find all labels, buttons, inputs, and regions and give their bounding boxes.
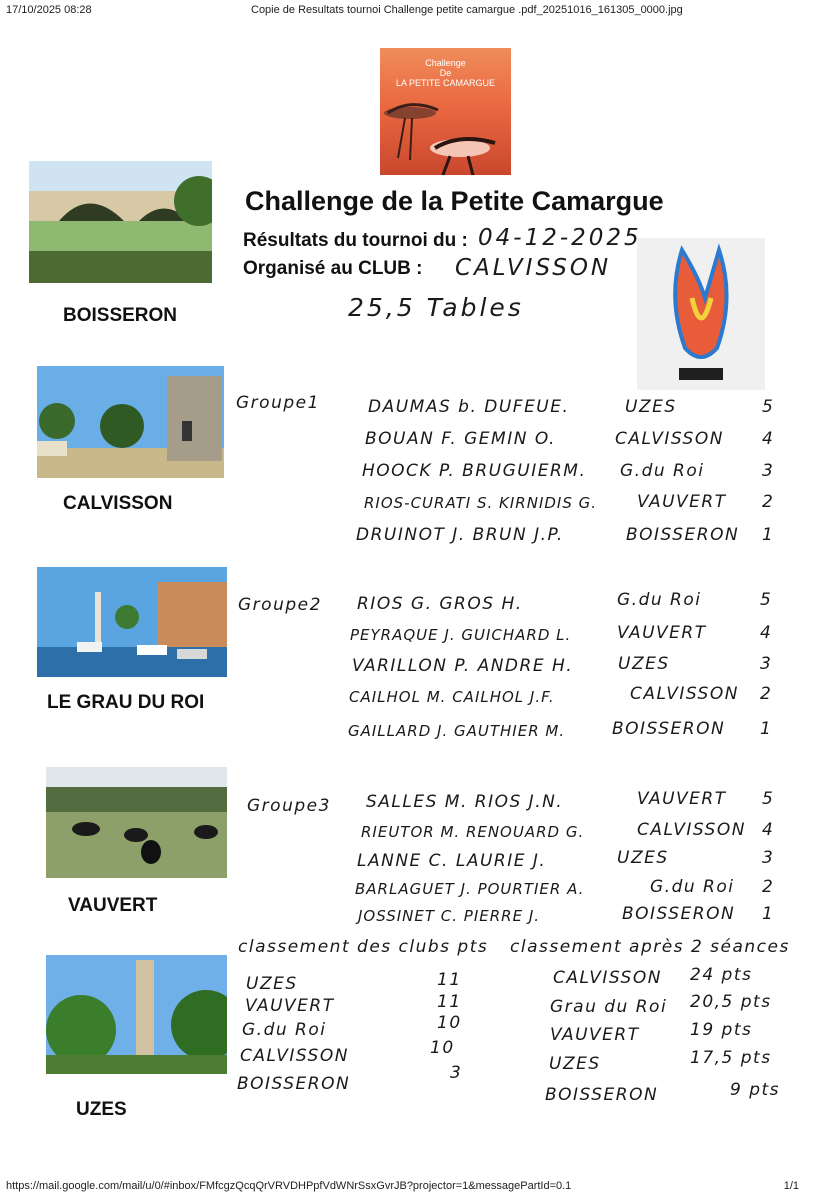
trophy-image [637, 238, 765, 390]
pair-name: HOOCK P. BRUGUIERM. [362, 461, 587, 481]
classement-club: VAUVERT [245, 996, 335, 1016]
pair-club: CALVISSON [637, 820, 746, 840]
pair-club: CALVISSON [630, 684, 739, 704]
print-footer [6, 1180, 829, 1196]
classement-points: 10 [437, 1013, 462, 1033]
pair-points: 4 [762, 429, 775, 449]
classement-club: BOISSERON [237, 1074, 351, 1094]
classement-club: UZES [246, 974, 298, 994]
pair-name: VARILLON P. ANDRE H. [352, 656, 574, 676]
tournament-date: 04-12-2025 [478, 225, 642, 251]
seances-club: VAUVERT [550, 1025, 640, 1045]
club-label-uzes: UZES [76, 1099, 127, 1120]
pair-club: VAUVERT [617, 623, 707, 643]
print-file-title: Copie de Resultats tournoi Challenge petite camargue .pdf_20251016_161305_0000.jpg [251, 4, 683, 16]
pair-points: 5 [762, 397, 775, 417]
le-grau-du-roi-photo [37, 567, 227, 677]
club-label-boisseron: BOISSERON [63, 305, 178, 326]
print-page-number: 1/1 [783, 1180, 799, 1192]
pair-club: G.du Roi [617, 590, 702, 610]
pair-club: BOISSERON [612, 719, 726, 739]
pair-club: UZES [625, 397, 677, 417]
calvisson-photo [37, 366, 224, 478]
pair-club: G.du Roi [620, 461, 705, 481]
seances-points: 24 pts [690, 965, 753, 985]
seances-club: BOISSERON [545, 1085, 659, 1105]
pair-name: BOUAN F. GEMIN O. [365, 429, 556, 449]
pair-points: 2 [762, 877, 775, 897]
pair-name: BARLAGUET J. POURTIER A. [355, 880, 585, 898]
seances-points: 17,5 pts [690, 1048, 772, 1068]
pair-club: VAUVERT [637, 492, 727, 512]
pair-club: CALVISSON [615, 429, 724, 449]
pair-club: UZES [618, 654, 670, 674]
pair-points: 3 [762, 461, 775, 481]
pair-name: LANNE C. LAURIE J. [357, 851, 547, 871]
challenge-logo [380, 48, 511, 175]
group-label: Groupe1 [236, 393, 320, 413]
seances-club: Grau du Roi [550, 997, 668, 1017]
pair-name: RIOS-CURATI S. KIRNIDIS G. [364, 494, 598, 512]
print-date: 17/10/2025 08:28 [6, 4, 92, 16]
pair-club: VAUVERT [637, 789, 727, 809]
classement-club: G.du Roi [242, 1020, 327, 1040]
classement-points: 10 [430, 1038, 455, 1058]
pair-name: JOSSINET C. PIERRE J. [358, 907, 541, 925]
classement-points: 11 [437, 992, 462, 1012]
flamingo-image [380, 88, 511, 175]
pair-points: 5 [762, 789, 775, 809]
seances-points: 20,5 pts [690, 992, 772, 1012]
date-label: Résultats du tournoi du : [243, 230, 468, 251]
pair-name: RIEUTOR M. RENOUARD G. [361, 823, 585, 841]
pair-points: 4 [762, 820, 775, 840]
pair-name: DAUMAS b. DUFEUE. [368, 397, 570, 417]
club-label: Organisé au CLUB : [243, 258, 423, 279]
seances-club: UZES [549, 1054, 601, 1074]
pair-points: 1 [762, 525, 775, 545]
seances-points: 9 pts [730, 1080, 781, 1100]
logo-line-1: Challenge [425, 58, 466, 68]
pair-points: 5 [760, 590, 773, 610]
pair-points: 2 [760, 684, 773, 704]
print-header [6, 4, 829, 20]
classement-club: CALVISSON [240, 1046, 349, 1066]
pair-points: 1 [762, 904, 775, 924]
document-title: Challenge de la Petite Camargue [245, 186, 664, 216]
pair-name: CAILHOL M. CAILHOL J.F. [349, 688, 555, 706]
pair-club: UZES [617, 848, 669, 868]
pair-club: BOISSERON [626, 525, 740, 545]
uzes-photo [46, 955, 227, 1074]
seances-points: 19 pts [690, 1020, 753, 1040]
logo-line-3: LA PETITE CAMARGUE [395, 78, 496, 88]
group-label: Groupe2 [238, 595, 322, 615]
pair-points: 4 [760, 623, 773, 643]
host-club: CALVISSON [455, 255, 612, 281]
classement-points: 11 [437, 970, 462, 990]
pair-name: PEYRAQUE J. GUICHARD L. [350, 626, 572, 644]
club-label-calvisson: CALVISSON [63, 493, 173, 514]
seances-club: CALVISSON [553, 968, 662, 988]
group-label: Groupe3 [247, 796, 331, 816]
pair-points: 2 [762, 492, 775, 512]
pair-points: 3 [762, 848, 775, 868]
logo-line-2: De [439, 68, 452, 78]
pair-name: GAILLARD J. GAUTHIER M. [348, 722, 566, 740]
pair-name: RIOS G. GROS H. [357, 594, 523, 614]
print-url: https://mail.google.com/mail/u/0/#inbox/FMfcgzQcqQrVRVDHPpfVdWNrSsxGvrJB?projector=1&messagePartId=0.1 [6, 1180, 572, 1192]
club-label-vauvert: VAUVERT [68, 895, 158, 916]
pair-name: SALLES M. RIOS J.N. [366, 792, 564, 812]
tables-count: 25,5 Tables [348, 293, 524, 322]
vauvert-photo [46, 767, 227, 878]
pair-name: DRUINOT J. BRUN J.P. [356, 525, 564, 545]
pair-points: 3 [760, 654, 773, 674]
classement-points: 3 [450, 1063, 463, 1083]
pair-club: G.du Roi [650, 877, 735, 897]
classement-seances-title: classement après 2 séances [510, 937, 790, 957]
club-label-le-grau-du-roi: LE GRAU DU ROI [47, 692, 205, 713]
pair-points: 1 [760, 719, 773, 739]
boisseron-photo [29, 161, 212, 283]
classement-clubs-title: classement des clubs pts [238, 937, 489, 957]
pair-club: BOISSERON [622, 904, 736, 924]
